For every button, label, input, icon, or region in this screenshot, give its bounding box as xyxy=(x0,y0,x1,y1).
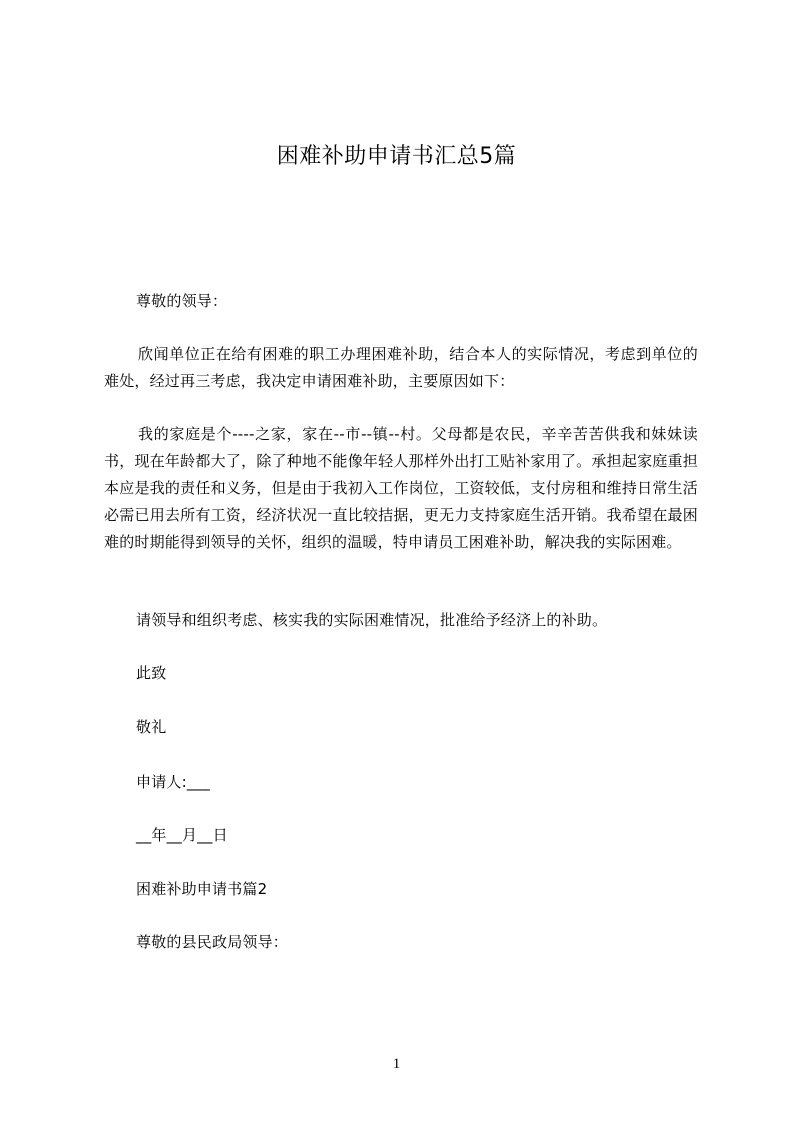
document-title: 困难补助申请书汇总5篇 xyxy=(276,144,517,169)
body-paragraph-2: 我的家庭是个----之家，家在--市--镇--村。父母都是农民，辛辛苦苦供我和妹妹读书，现在年龄都大了，除了种地不能像年轻人那样外出打工贴补家用了。承担起家庭重担本应是我的责任和义务，但是由于我初入工作岗位，工资较低，支付房租和维持日常生活必需已用去所有工资，经济状况一直比较拮据，更无力支持家庭生活开销。我希望在最困难的时期能得到领导的关怀，组织的温暖，特申请员工困难补助，解决我的实际困难。 xyxy=(104,425,698,551)
date-line: __年__月__日 xyxy=(136,826,228,844)
salutation: 尊敬的领导： xyxy=(136,292,228,310)
applicant-signature-line: 申请人:___ xyxy=(136,773,210,791)
closing-line-2: 敬礼 xyxy=(136,718,167,736)
body-paragraph-1: 欣闻单位正在给有困难的职工办理困难补助，结合本人的实际情况，考虑到单位的难处，经过再三考虑，我决定申请困难补助，主要原因如下： xyxy=(104,345,698,390)
closing-line-1: 此致 xyxy=(136,664,167,682)
salutation-2: 尊敬的县民政局领导： xyxy=(136,933,289,951)
page-number: 1 xyxy=(392,1056,401,1072)
section-2-heading: 困难补助申请书篇2 xyxy=(136,880,268,898)
body-paragraph-3: 请领导和组织考虑、核实我的实际困难情况，批准给予经济上的补助。 xyxy=(136,611,608,629)
